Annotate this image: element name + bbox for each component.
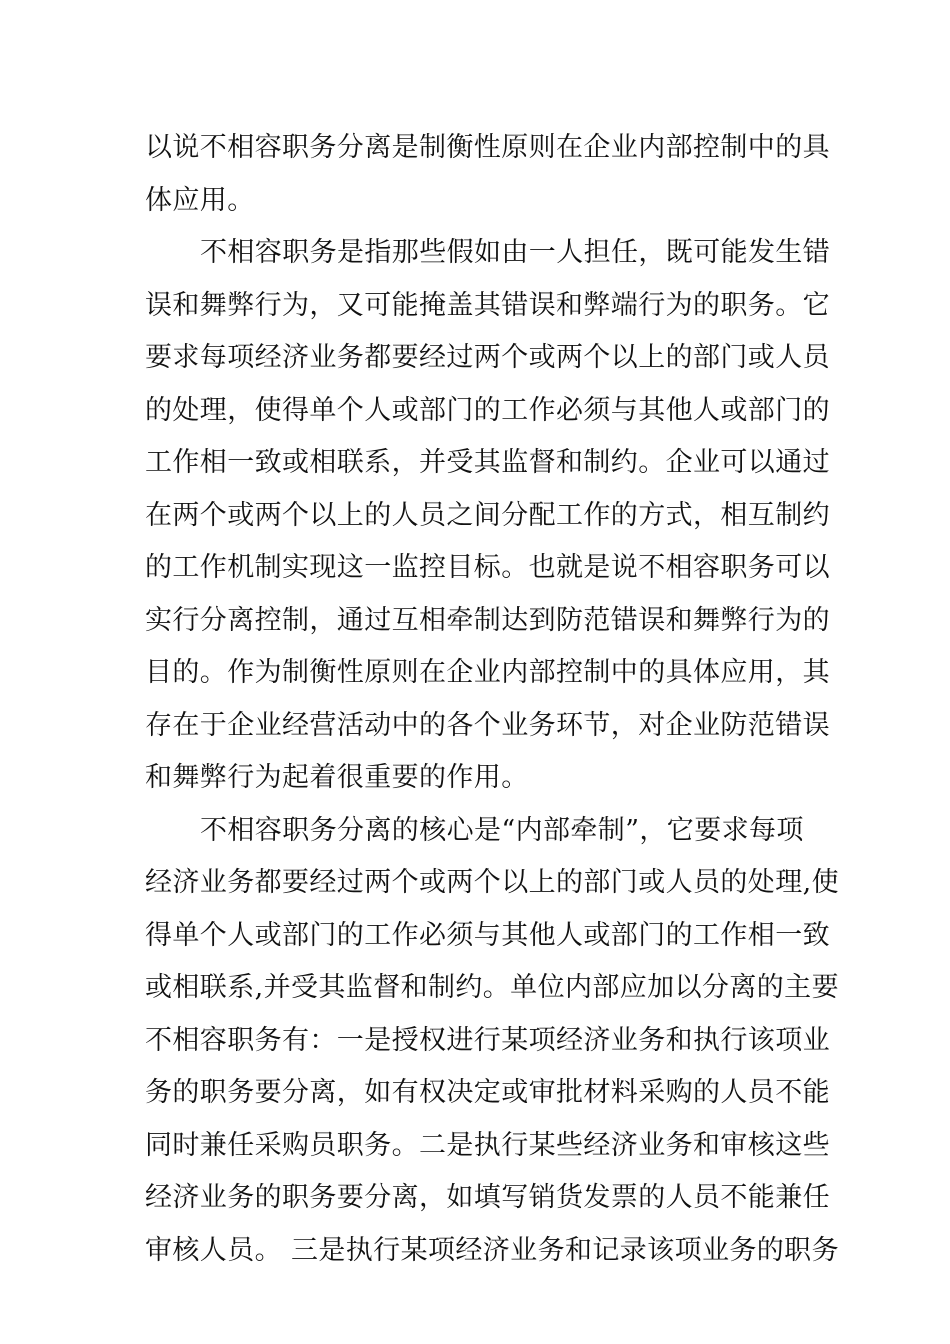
text-line: 不相容职务有：一是授权进行某项经济业务和执行该项业 [145, 1024, 830, 1056]
text-line: 误和舞弊行为，又可能掩盖其错误和弊端行为的职务。它 [145, 289, 830, 321]
text-line: 以说不相容职务分离是制衡性原则在企业内部控制中的具 [145, 132, 830, 163]
text-line: 或相联系,并受其监督和制约。单位内部应加以分离的主要 [145, 972, 839, 1003]
text-line: 工作相一致或相联系，并受其监督和制约。企业可以通过 [145, 447, 830, 478]
text-line: 得单个人或部门的工作必须与其他人或部门的工作相一致 [145, 919, 830, 951]
text-line: 经济业务的职务要分离，如填写销货发票的人员不能兼任 [145, 1182, 830, 1213]
body-text [145, 122, 839, 1277]
text-line: 在两个或两个以上的人员之间分配工作的方式，相互制约 [145, 499, 830, 531]
text-line: 同时兼任采购员职务。二是执行某些经济业务和审核这些 [145, 1129, 830, 1161]
text-line: 的处理，使得单个人或部门的工作必须与其他人或部门的 [145, 394, 830, 426]
text-line: 和舞弊行为起着很重要的作用。 [145, 762, 529, 793]
text-line: 要求每项经济业务都要经过两个或两个以上的部门或人员 [145, 342, 830, 373]
text-line: 体应用。 [145, 184, 255, 216]
text-line: 务的职务要分离，如有权决定或审批材料采购的人员不能 [145, 1077, 830, 1108]
text-line: 的工作机制实现这一监控目标。也就是说不相容职务可以 [145, 552, 830, 583]
text-line: 实行分离控制，通过互相牵制达到防范错误和舞弊行为的 [145, 604, 830, 636]
text-line: 存在于企业经营活动中的各个业务环节，对企业防范错误 [145, 709, 830, 741]
paragraph-start-line: 不相容职务分离的核心是“内部牵制”，它要求每项 [200, 814, 804, 846]
paragraph-start-line: 不相容职务是指那些假如由一人担任，既可能发生错 [200, 237, 831, 268]
text-line: 经济业务都要经过两个或两个以上的部门或人员的处理,使 [145, 867, 839, 898]
text-line: 审核人员。 三是执行某项经济业务和记录该项业务的职务 [145, 1234, 839, 1266]
text-line: 目的。作为制衡性原则在企业内部控制中的具体应用，其 [145, 657, 830, 688]
